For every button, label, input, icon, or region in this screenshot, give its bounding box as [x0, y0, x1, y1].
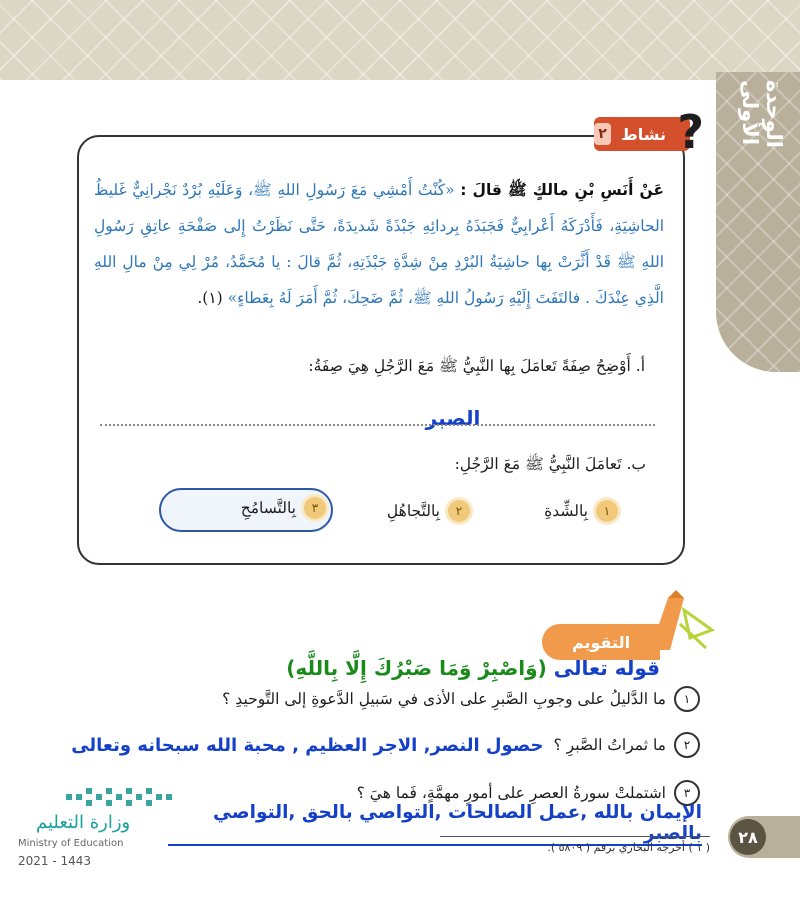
question-1 [180, 686, 700, 712]
hadith-quote: «كُنْتُ أَمْشِي مَعَ رَسُولِ اللهِ ﷺ، وَعَلَيْهِ بُرْدٌ نَجْرانِيٌّ غَليظُ الحاشِيَةِ، فَأَدْرَكَهُ أَعْرابِيٌّ فَجَبَذَهُ بِردائِهِ جَبْذَةً شَديدَةً، حَتَّى نَظَرْتُ إِلى صَفْحَةِ عاتِقِ رَسُولِ اللهِ ﷺ قَدْ أَثَّرَتْ بِها حاشِيَةُ البُرْدِ مِنْ شِدَّةِ جَبْذَتِهِ، ثُمَّ قالَ : يا مُحَمَّدُ، مُرْ لِي مِنْ مالِ اللهِ الَّذِي عِنْدَكَ . فالتَفَتَ إِلَيْهِ رَسُولُ اللهِ ﷺ، ثُمَّ ضَحِكَ، ثُمَّ أَمَرَ لَهُ بِعَطاءٍ» [94, 181, 664, 307]
page-number: ٢٨ [730, 819, 766, 855]
ministry-name-ar: وزارة التعليم [36, 812, 131, 833]
question-3-answer[interactable]: الإيمان بالله ,عمل الصالحات ,التواصي بالحق ,التواصي بالصبر [168, 802, 702, 846]
answer-line [100, 424, 655, 426]
question-2-text: ما ثمراتُ الصَّبرِ ؟ [553, 736, 666, 754]
question-b [380, 454, 646, 477]
question-a-text: أَوْضِحُ صِفَةً تَعامَلَ بِها النَّبِيُّ ﷺ مَعَ الرَّجُلِ هِيَ صِفَةُ: [308, 357, 631, 375]
question-a [240, 356, 645, 379]
option-1-badge: ١ [596, 500, 618, 522]
option-3[interactable] [176, 493, 326, 523]
question-a-answer[interactable]: الصبر [425, 406, 481, 430]
question-1-text: ما الدَّليلُ على وجوبِ الصَّبرِ على الأذى في سَبيلِ الدَّعوةِ إلى التَّوحيدِ ؟ [222, 690, 666, 708]
ministry-logo [18, 786, 178, 876]
ministry-dots-icon [66, 786, 176, 810]
option-2-label: بِالتَّجاهُلِ [386, 502, 440, 520]
footnote: ( ١ ) أخرجه البخاري برقم ( ٥٨٠٩ ). [440, 836, 710, 854]
question-a-letter: أ. [635, 357, 645, 375]
activity-label: نشاط [621, 124, 666, 144]
activity-tab [594, 105, 704, 159]
verse-line [140, 656, 660, 680]
verse-text: (وَاصْبِرْ وَمَا صَبْرُكَ إِلَّا بِاللَّهِ) [286, 656, 547, 680]
option-3-label: بِالتَّسامُحِ [240, 499, 296, 517]
question-b-text: تَعامَلَ النَّبِيُّ ﷺ مَعَ الرَّجُلِ: [454, 455, 622, 473]
question-3-number: ٣ [674, 780, 700, 806]
hadith-text [94, 172, 664, 316]
option-1[interactable] [508, 496, 618, 526]
question-2-answer[interactable]: حصول النصر, الاجر العظيم , محبة الله سبحانه وتعالى [71, 734, 544, 756]
question-b-letter: ب. [626, 455, 646, 473]
question-2-number: ٢ [674, 732, 700, 758]
ministry-years: 2021 - 1443 [18, 854, 92, 868]
question-mark-icon: ? [677, 105, 704, 159]
hadith-ref: (١). [197, 289, 223, 307]
evaluation-tab: التقويم [542, 624, 660, 660]
top-decorative-band [0, 0, 800, 80]
ministry-name-en: Ministry of Education [18, 838, 124, 849]
activity-number: ٢ [594, 123, 611, 145]
hadith-narrator: عَنْ أَنَسِ بْنِ مالكٍ ﷺ قالَ : [460, 181, 665, 199]
option-3-badge: ٣ [304, 497, 326, 519]
question-2 [62, 732, 700, 758]
question-1-number: ١ [674, 686, 700, 712]
option-1-label: بِالشِّدةِ [544, 502, 588, 520]
verse-lead: قوله تعالى [553, 656, 660, 680]
question-3-text: اشتملتْ سورةُ العصرِ على أمورٍ مهمَّةٍ، فَما هيَ ؟ [356, 784, 666, 802]
option-2-badge: ٢ [448, 500, 470, 522]
option-2[interactable] [360, 496, 470, 526]
page-number-tab [728, 816, 800, 858]
unit-title: الوحدة الأولى [738, 80, 786, 148]
